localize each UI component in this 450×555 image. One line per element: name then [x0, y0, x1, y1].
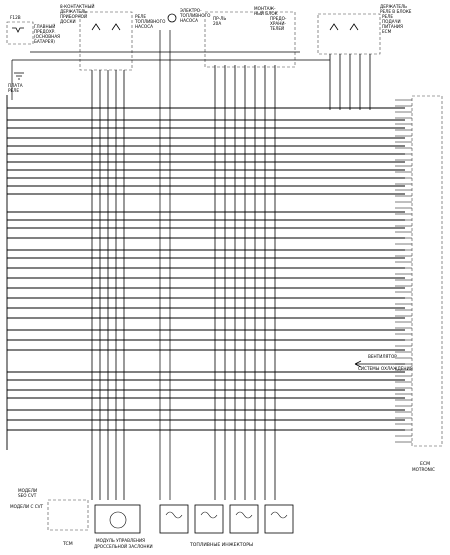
- throttle-line-2: ДРОССЕЛЬНОЙ ЗАСЛОНКИ: [94, 544, 153, 549]
- main-fuse-note-4: БАТАРЕЯ): [34, 39, 55, 44]
- main-fuse-note-1: ГЛАВНЫЙ: [34, 24, 56, 29]
- mount-block-line-1: МОНТАЖ-: [254, 6, 276, 11]
- dashboard-holder-line-4: ДОСКИ: [60, 19, 76, 24]
- ecm-motronic-label: MOTRONIC: [412, 467, 435, 472]
- mount-block-line-4: ХРАНИ-: [270, 21, 287, 26]
- injector-4: [265, 505, 293, 533]
- fuel-injectors: [160, 505, 293, 548]
- fuse-group-line-2: 20A: [213, 21, 222, 26]
- ecm-relay-line-1: РЕЛЕ: [382, 14, 393, 19]
- holder-line-2: РЕЛЕ В БЛОКЕ: [380, 9, 412, 14]
- injector-1: [160, 505, 188, 533]
- cooling-fan-line-1: ВЕНТИЛЯТОР: [368, 354, 397, 359]
- mount-block-line-5: ТЕЛЕЙ: [270, 26, 285, 31]
- holder-line-1: ДЕРЖАТЕЛЬ: [380, 4, 408, 9]
- models-ecvt-line-1: МОДЕЛИ: [18, 488, 38, 493]
- relay-plate-ground: [8, 73, 24, 93]
- tcm-label: TCM: [63, 542, 73, 547]
- injector-2: [195, 505, 223, 533]
- ground-line-2: РЕЛЕ: [8, 88, 19, 93]
- dashboard-holder-line-2: ДЕРЖАТЕЛЬ: [60, 9, 88, 14]
- ecm-label: ECM: [420, 462, 431, 467]
- fuse-label: F12B: [10, 15, 21, 20]
- fuel-pump-line-2: ТОПЛИВНОГО: [180, 13, 211, 18]
- ecm-box: [412, 96, 442, 472]
- ground-line-1: ПЛАТА: [8, 83, 23, 88]
- throttle-line-1: МОДУЛЬ УПРАВЛЕНИЯ: [96, 538, 146, 543]
- fuel-pump-relay-line-2: ТОПЛИВНОГО: [135, 19, 166, 24]
- mount-block-line-3: ПРЕДО-: [270, 16, 287, 21]
- mount-block-line-2: НЫЙ БЛОК: [254, 11, 278, 16]
- ecm-relay-line-2: ПОДАЧИ: [382, 19, 401, 24]
- dashboard-holder-line-1: 8-КОНТАКТНЫЙ: [60, 4, 95, 9]
- dashboard-holder-line-3: ПРИБОРНОЙ: [60, 14, 88, 19]
- fuel-pump-line-3: НАСОСА: [180, 18, 199, 23]
- fuel-pump-relay-line-3: НАСОСА: [135, 24, 154, 29]
- fuel-pump: [168, 8, 211, 23]
- throttle-module: [94, 505, 153, 549]
- ecm-relay-holder: [318, 4, 412, 54]
- ecm-relay-line-4: ECM: [382, 29, 392, 34]
- models-cvt-label: МОДЕЛИ С CVT: [10, 504, 44, 509]
- fuel-pump-line-1: ЭЛЕКТРО-: [180, 8, 202, 13]
- fuse-group: [205, 6, 295, 67]
- wire-harness: [7, 30, 412, 500]
- fuel-pump-relay-line-1: РЕЛЕ: [135, 14, 146, 19]
- main-fuse-block: [7, 15, 60, 44]
- main-fuse-note-2: ПРЕДОХР.: [34, 29, 56, 34]
- models-ecvt-line-2: SEO CVT: [18, 493, 37, 498]
- tcm-module: [10, 488, 88, 547]
- injector-3: [230, 505, 258, 533]
- injectors-label: ТОПЛИВНЫЕ ИНЖЕКТОРЫ: [190, 543, 254, 548]
- fuse-group-line-1: ПР-ЛЬ: [213, 16, 227, 21]
- cooling-fan-line-2: СИСТЕМЫ ОХЛАЖДЕНИЯ: [358, 366, 413, 371]
- ecm-relay-line-3: ПИТАНИЯ: [382, 24, 403, 29]
- cooling-fan-callout: [355, 354, 413, 371]
- main-fuse-note-3: (ОСНОВНАЯ: [34, 34, 61, 39]
